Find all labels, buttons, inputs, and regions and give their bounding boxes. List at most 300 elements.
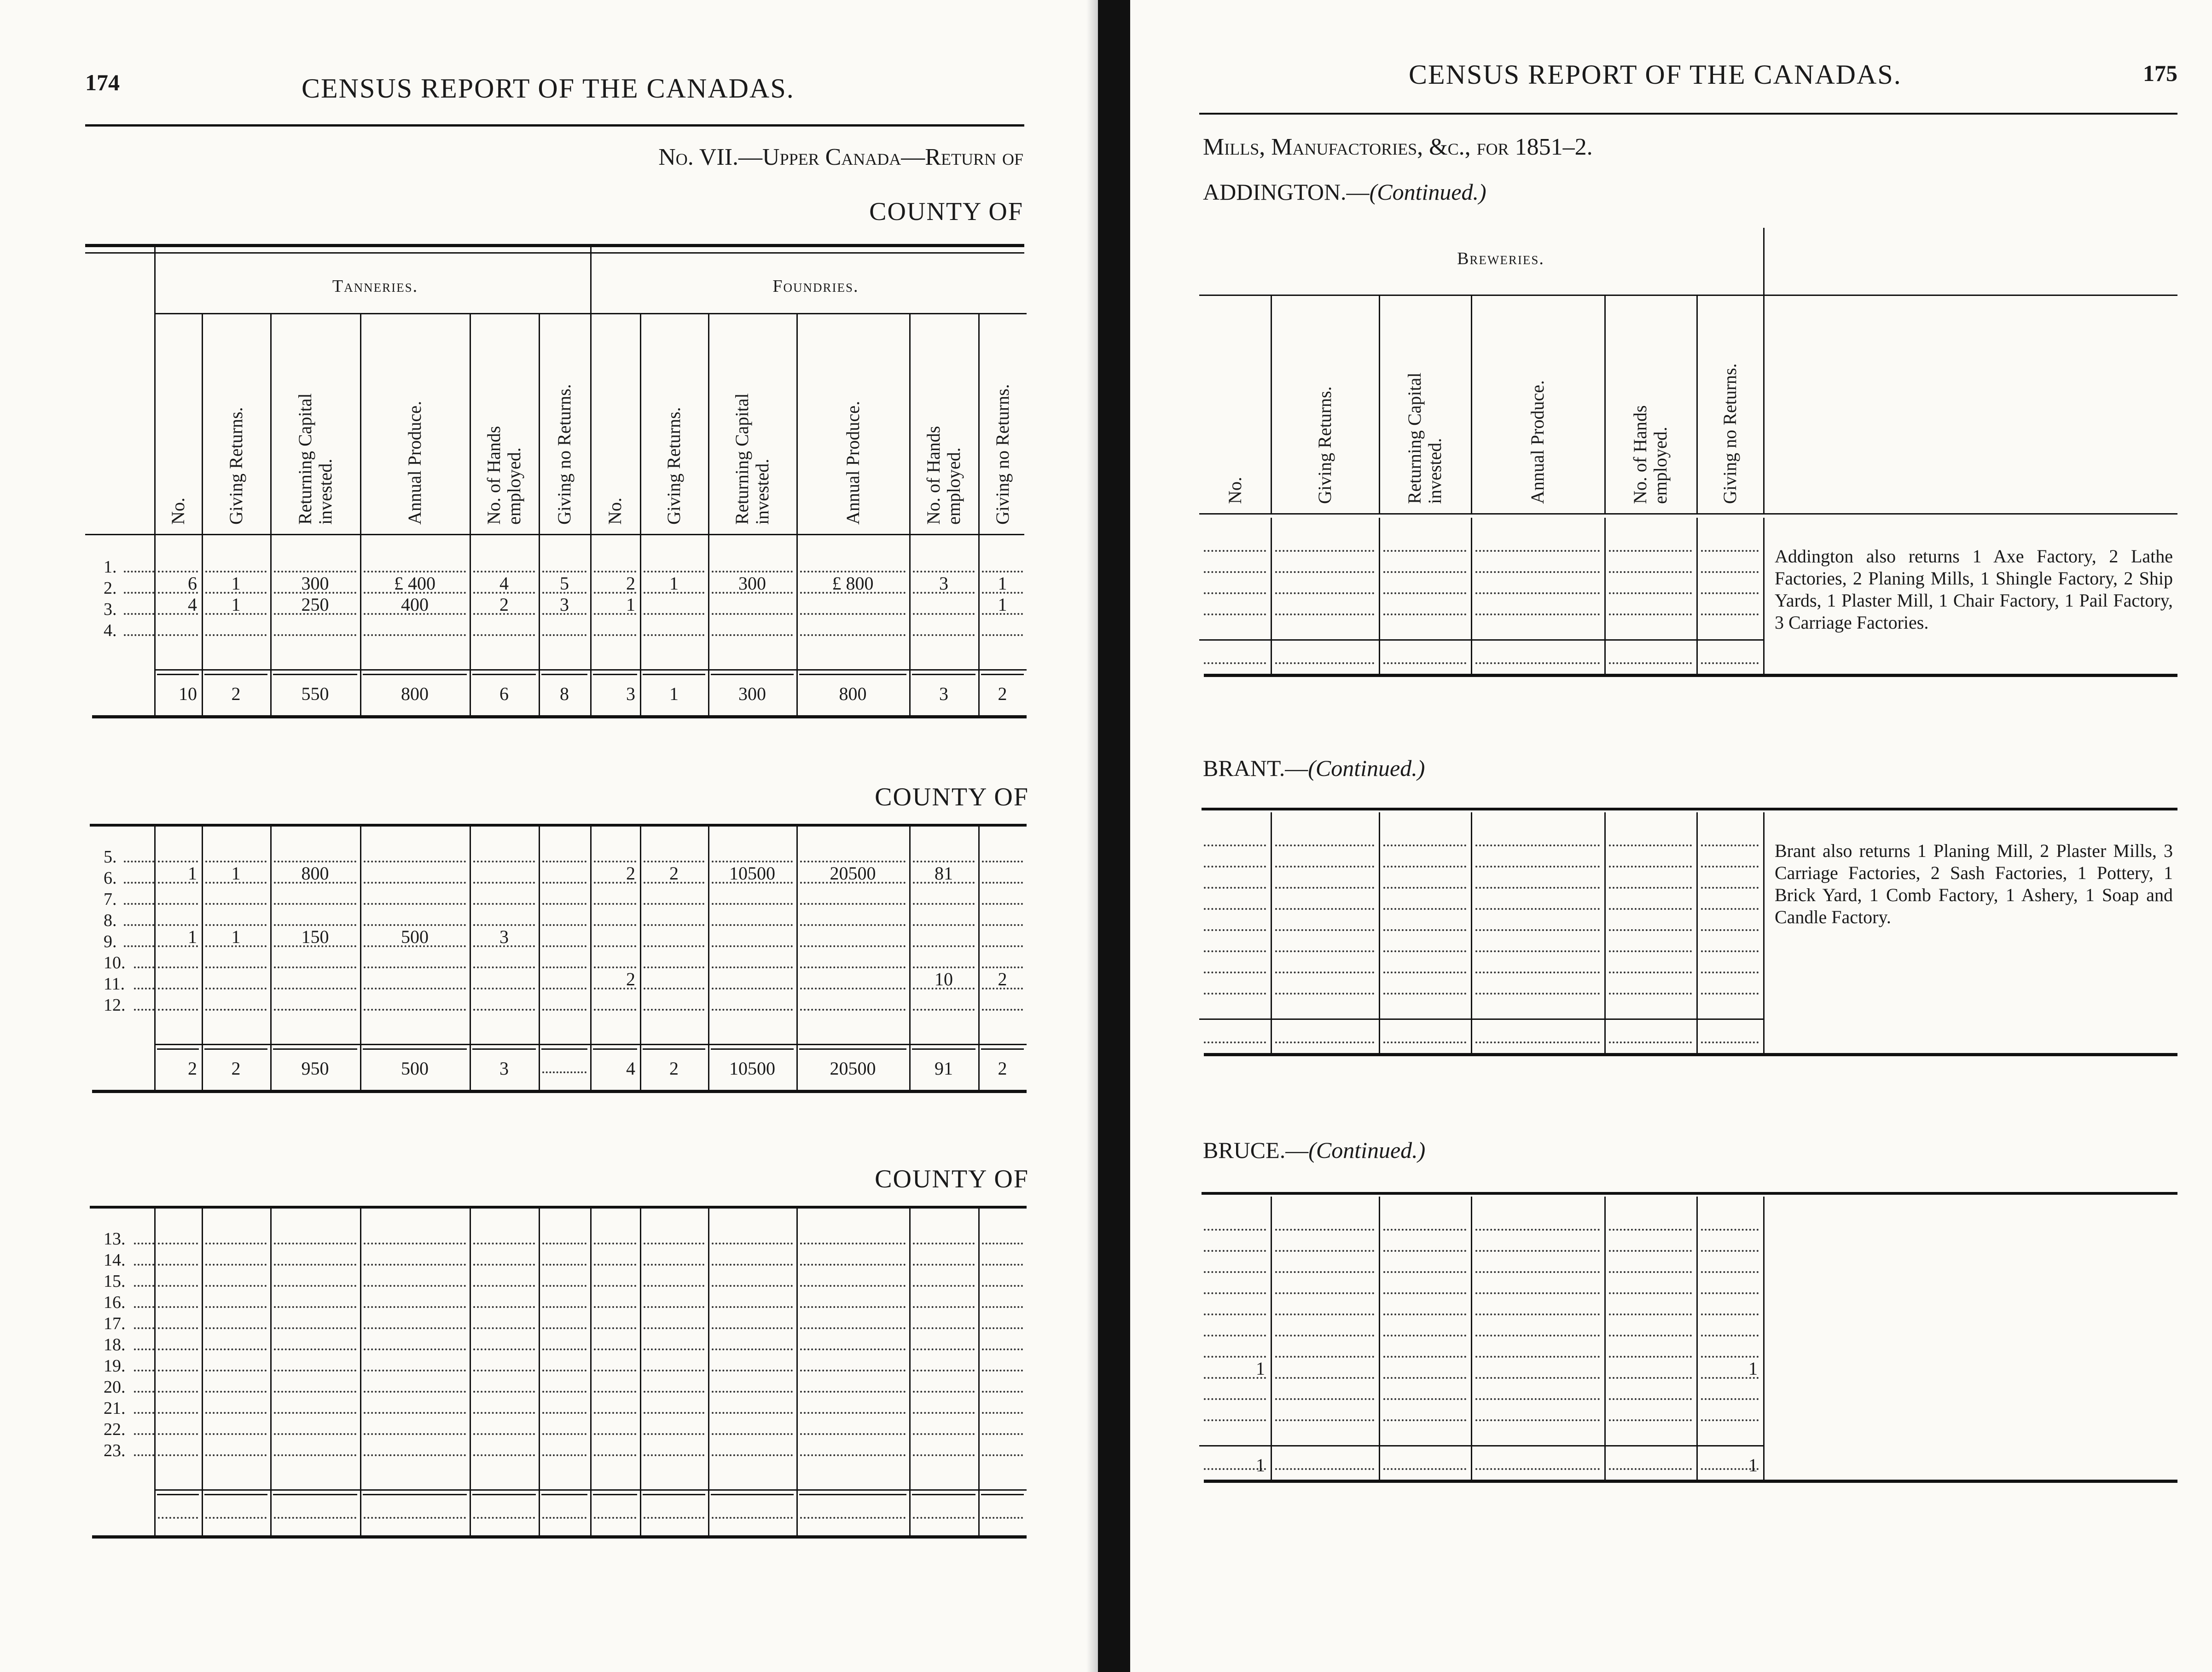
- row-leader: [134, 1285, 154, 1287]
- column-line: [154, 1206, 156, 1535]
- cell-leader: [1701, 613, 1759, 615]
- header-column-line: [796, 313, 798, 534]
- cell-leader: [205, 1243, 267, 1244]
- cell-leader: [1475, 1468, 1600, 1470]
- cell-leader: [913, 1327, 975, 1329]
- total-s1-f-2: 300: [738, 683, 766, 704]
- cell-leader: [1383, 845, 1466, 846]
- row-number: 7.: [104, 890, 117, 909]
- cell-leader: [644, 634, 704, 636]
- header-column-line: [154, 244, 156, 534]
- column-header-tanneries-3: Annual Produce.: [404, 401, 425, 525]
- cell-leader: [158, 1412, 198, 1414]
- total-underline: [593, 1494, 637, 1495]
- column-line: [590, 534, 592, 715]
- column-line: [360, 1206, 361, 1535]
- cell-leader: [712, 1348, 793, 1350]
- cell-leader: [1475, 662, 1600, 664]
- cell-leader: [800, 1370, 906, 1371]
- cell-leader: [542, 634, 586, 636]
- total-underline: [711, 1494, 794, 1495]
- header-column-line: [1271, 295, 1272, 513]
- row-number: 14.: [104, 1250, 126, 1270]
- cell-leader: [1475, 1271, 1600, 1273]
- cell-leader: [1475, 908, 1600, 910]
- cell-leader: [364, 988, 466, 989]
- row-leader: [124, 571, 154, 573]
- cell-leader: [1275, 1292, 1374, 1294]
- total-rule: [1199, 1018, 1763, 1020]
- cell-leader: [473, 988, 535, 989]
- cell-leader: [913, 1454, 975, 1456]
- cell-leader: [1204, 1250, 1266, 1252]
- bruce-top-rule: [1202, 1192, 2177, 1195]
- cell-leader: [982, 924, 1023, 926]
- cell-leader: [205, 1412, 267, 1414]
- column-header-tanneries-5: Giving no Returns.: [554, 384, 575, 525]
- cell-leader: [364, 1391, 466, 1393]
- header-bottom-rule: [1199, 513, 2177, 515]
- column-header-foundries-0: No.: [604, 498, 625, 525]
- cell-leader: [712, 1517, 793, 1519]
- cell-leader: [158, 988, 198, 989]
- cell-leader: [712, 966, 793, 968]
- column-header-foundries-2: Returning Capital invested.: [732, 393, 772, 525]
- cell-leader: [982, 1327, 1023, 1329]
- cell-leader: [913, 613, 975, 615]
- cell-leader: [913, 1009, 975, 1011]
- column-line: [708, 824, 709, 1090]
- cell-leader: [542, 924, 586, 926]
- cell-leader: [594, 1370, 636, 1371]
- row-number: 11.: [104, 974, 125, 994]
- cell-leader: [712, 924, 793, 926]
- row-leader: [124, 924, 154, 926]
- group-header-foundries: Foundries.: [772, 277, 859, 296]
- column-line: [360, 824, 361, 1090]
- cell-s1-f-0: 1: [626, 594, 635, 615]
- cell-leader: [712, 1243, 793, 1244]
- cell-leader: [364, 1009, 466, 1011]
- total-underline: [711, 674, 794, 675]
- cell-leader: [712, 1009, 793, 1011]
- header-column-line: [470, 313, 471, 534]
- bruce-total-no-returns: 1: [1748, 1455, 1758, 1475]
- cell-leader: [542, 1433, 586, 1435]
- cell-s2-t-3: 500: [401, 926, 429, 947]
- cell-leader: [1475, 1292, 1600, 1294]
- cell-leader: [644, 1243, 704, 1244]
- cell-s1-t-2: 300: [301, 573, 329, 594]
- cell-leader: [800, 1009, 906, 1011]
- county-label-1: COUNTY OF: [869, 197, 1023, 226]
- column-line: [909, 1206, 911, 1535]
- cell-leader: [800, 966, 906, 968]
- cell-leader: [913, 1517, 975, 1519]
- row-leader: [134, 1348, 154, 1350]
- cell-leader: [1383, 662, 1466, 664]
- cell-leader: [473, 882, 535, 884]
- total-underline: [981, 1494, 1024, 1495]
- total-underline: [799, 1494, 906, 1495]
- cell-leader: [644, 1285, 704, 1287]
- cell-leader: [1204, 1271, 1266, 1273]
- cell-leader: [1701, 1292, 1759, 1294]
- cell-leader: [800, 924, 906, 926]
- cell-leader: [913, 1264, 975, 1266]
- column-line: [1379, 518, 1380, 674]
- cell-leader: [644, 966, 704, 968]
- cell-leader: [712, 634, 793, 636]
- cell-leader: [274, 634, 356, 636]
- cell-s2-f-5: 2: [998, 969, 1007, 989]
- cell-leader: [205, 1327, 267, 1329]
- cell-leader: [542, 1412, 586, 1414]
- cell-leader: [1204, 1335, 1266, 1336]
- cell-s1-t-1: 1: [231, 594, 241, 615]
- cell-leader: [158, 1009, 198, 1011]
- cell-leader: [158, 1454, 198, 1456]
- cell-leader: [205, 634, 267, 636]
- column-line: [539, 1206, 540, 1535]
- cell-leader: [1609, 1335, 1692, 1336]
- cell-leader: [644, 613, 704, 615]
- column-line: [1604, 1197, 1606, 1480]
- cell-s2-f-4: 81: [935, 863, 953, 884]
- cell-leader: [1383, 1398, 1466, 1400]
- cell-leader: [1383, 1229, 1466, 1231]
- total-s1-t-0: 10: [179, 683, 197, 704]
- cell-s2-t-1: 1: [231, 926, 241, 947]
- cell-leader: [1701, 1419, 1759, 1421]
- cell-s1-t-5: 5: [560, 573, 569, 594]
- cell-s1-t-4: 2: [499, 594, 509, 615]
- cell-leader: [542, 1264, 586, 1266]
- column-header-breweries-3: Annual Produce.: [1527, 380, 1548, 504]
- page-number: 175: [2143, 60, 2177, 86]
- cell-s1-t-5: 3: [560, 594, 569, 615]
- column-line: [470, 534, 471, 715]
- cell-leader: [800, 1243, 906, 1244]
- cell-leader: [158, 1285, 198, 1287]
- cell-leader: [1204, 887, 1266, 889]
- cell-leader: [1701, 950, 1759, 952]
- header-column-line: [1604, 295, 1606, 513]
- total-underline: [912, 1048, 975, 1050]
- cell-leader: [1475, 929, 1600, 931]
- cell-leader: [644, 1264, 704, 1266]
- cell-leader: [1609, 972, 1692, 973]
- cell-leader: [542, 1306, 586, 1308]
- total-underline: [157, 1494, 199, 1495]
- cell-leader: [1383, 972, 1466, 973]
- cell-leader: [542, 966, 586, 968]
- cell-leader: [1383, 887, 1466, 889]
- cell-leader: [800, 634, 906, 636]
- cell-leader: [158, 966, 198, 968]
- header-column-line: [640, 313, 641, 534]
- right-page: [1130, 0, 2212, 1672]
- column-line: [978, 534, 980, 715]
- cell-leader: [712, 1454, 793, 1456]
- cell-leader: [982, 634, 1023, 636]
- cell-leader: [1204, 950, 1266, 952]
- total-underline: [204, 674, 267, 675]
- cell-leader: [1204, 1229, 1266, 1231]
- header-rule: [1199, 113, 2177, 115]
- cell-leader: [1204, 571, 1266, 573]
- header-column-line: [270, 313, 272, 534]
- cell-leader: [274, 903, 356, 905]
- row-leader: [134, 966, 154, 968]
- cell-leader: [1383, 571, 1466, 573]
- total-s2-t-0: 2: [188, 1058, 197, 1079]
- header-rule: [85, 124, 1024, 127]
- cell-leader: [542, 1517, 586, 1519]
- column-header-tanneries-4: No. of Hands employed.: [483, 426, 524, 525]
- column-line: [1471, 1197, 1472, 1480]
- cell-leader: [913, 924, 975, 926]
- cell-leader: [1701, 1398, 1759, 1400]
- cell-leader: [594, 1517, 636, 1519]
- cell-leader: [712, 1433, 793, 1435]
- cell-leader: [364, 1517, 466, 1519]
- cell-leader: [1204, 993, 1266, 995]
- cell-leader: [644, 988, 704, 989]
- row-leader: [124, 613, 154, 615]
- total-s1-f-0: 3: [626, 683, 635, 704]
- total-s2-t-4: 3: [499, 1058, 509, 1079]
- section-bottom-rule: [1204, 1480, 2177, 1483]
- cell-leader: [1475, 950, 1600, 952]
- row-number: 4.: [104, 621, 117, 640]
- bruce-no-returns: 1: [1748, 1358, 1758, 1379]
- cell-leader: [1475, 1229, 1600, 1231]
- total-rule: [1199, 639, 1763, 641]
- cell-leader: [800, 1348, 906, 1350]
- cell-leader: [1275, 1377, 1374, 1379]
- row-leader: [134, 1243, 154, 1244]
- cell-leader: [1609, 592, 1692, 594]
- cell-leader: [473, 1370, 535, 1371]
- cell-leader: [913, 903, 975, 905]
- total-underline: [981, 674, 1024, 675]
- cell-leader: [1475, 1419, 1600, 1421]
- cell-leader: [1475, 845, 1600, 846]
- cell-leader: [800, 613, 906, 615]
- cell-leader: [913, 1412, 975, 1414]
- cell-leader: [1383, 1250, 1466, 1252]
- cell-leader: [1701, 1250, 1759, 1252]
- row-number: 5.: [104, 847, 117, 867]
- group-rule: [1199, 295, 2177, 296]
- total-underline: [912, 1494, 975, 1495]
- running-head: CENSUS REPORT OF THE CANADAS.: [302, 73, 795, 104]
- cell-leader: [542, 1391, 586, 1393]
- cell-leader: [1275, 613, 1374, 615]
- cell-s2-t-2: 800: [301, 863, 329, 884]
- cell-leader: [644, 1517, 704, 1519]
- total-underline: [541, 1048, 587, 1050]
- cell-leader: [982, 1264, 1023, 1266]
- table-top-rule-thin: [85, 252, 1024, 254]
- column-line: [1696, 1197, 1698, 1480]
- cell-leader: [205, 903, 267, 905]
- cell-leader: [1204, 908, 1266, 910]
- section-bottom-rule: [92, 715, 1027, 718]
- cell-leader: [1383, 550, 1466, 552]
- column-line: [1271, 518, 1272, 674]
- cell-leader: [1204, 613, 1266, 615]
- cell-leader: [158, 1517, 198, 1519]
- row-leader: [134, 1412, 154, 1414]
- cell-leader: [1204, 1292, 1266, 1294]
- total-s2-t-1: 2: [231, 1058, 241, 1079]
- cell-leader: [1275, 993, 1374, 995]
- total-underline: [711, 1048, 794, 1050]
- cell-leader: [1609, 1419, 1692, 1421]
- row-number: 21.: [104, 1399, 126, 1418]
- cell-leader: [1701, 1229, 1759, 1231]
- cell-leader: [1701, 993, 1759, 995]
- cell-leader: [1275, 950, 1374, 952]
- cell-leader: [1701, 929, 1759, 931]
- total-s2-f-3: 20500: [830, 1058, 876, 1079]
- cell-leader: [982, 1433, 1023, 1435]
- total-underline: [204, 1048, 267, 1050]
- column-line: [978, 824, 980, 1090]
- cell-s1-t-3: 400: [401, 594, 429, 615]
- cell-leader: [274, 1306, 356, 1308]
- row-leader: [124, 945, 154, 947]
- cell-s2-t-0: 1: [188, 863, 197, 884]
- cell-leader: [1609, 887, 1692, 889]
- cell-leader: [982, 1370, 1023, 1371]
- cell-leader: [158, 634, 198, 636]
- cell-leader: [1204, 866, 1266, 868]
- cell-leader: [473, 1327, 535, 1329]
- cell-leader: [712, 1370, 793, 1371]
- cell-leader: [1275, 1313, 1374, 1315]
- cell-leader: [1204, 592, 1266, 594]
- cell-leader: [913, 1370, 975, 1371]
- cell-leader: [1275, 1271, 1374, 1273]
- cell-s2-t-1: 1: [231, 863, 241, 884]
- table-top-rule: [85, 244, 1024, 247]
- cell-leader: [1475, 1377, 1600, 1379]
- cell-leader: [473, 634, 535, 636]
- cell-leader: [364, 634, 466, 636]
- row-number: 12.: [104, 995, 126, 1015]
- row-number: 2.: [104, 579, 117, 598]
- column-line: [590, 1206, 592, 1535]
- column-line: [154, 824, 156, 1090]
- cell-leader: [1383, 866, 1466, 868]
- cell-leader: [800, 1327, 906, 1329]
- cell-leader: [1701, 908, 1759, 910]
- cell-leader: [205, 1454, 267, 1456]
- cell-leader: [1275, 550, 1374, 552]
- cell-leader: [274, 1264, 356, 1266]
- row-leader: [134, 1327, 154, 1329]
- row-number: 15.: [104, 1272, 126, 1291]
- cell-s1-f-5: 1: [998, 594, 1007, 615]
- group-header-tanneries: Tanneries.: [332, 277, 418, 296]
- total-s2-f-2: 10500: [729, 1058, 775, 1079]
- total-underline: [593, 674, 637, 675]
- cell-leader: [473, 966, 535, 968]
- section-bottom-rule: [1204, 674, 2177, 677]
- cell-leader: [473, 1264, 535, 1266]
- cell-leader: [1383, 592, 1466, 594]
- cell-leader: [1383, 1419, 1466, 1421]
- cell-leader: [982, 882, 1023, 884]
- cell-leader: [644, 1412, 704, 1414]
- cell-leader: [594, 1412, 636, 1414]
- cell-leader: [1475, 592, 1600, 594]
- cell-leader: [473, 1009, 535, 1011]
- cell-leader: [644, 1433, 704, 1435]
- total-underline: [472, 674, 536, 675]
- cell-leader: [800, 945, 906, 947]
- total-underline: [541, 674, 587, 675]
- cell-leader: [205, 1348, 267, 1350]
- cell-leader: [982, 1391, 1023, 1393]
- row-leader: [134, 1454, 154, 1456]
- row-leader: [134, 1306, 154, 1308]
- cell-leader: [913, 1348, 975, 1350]
- cell-leader: [800, 1433, 906, 1435]
- row-leader: [134, 1264, 154, 1266]
- cell-leader: [274, 988, 356, 989]
- cell-leader: [542, 988, 586, 989]
- cell-s1-t-0: 4: [188, 594, 197, 615]
- row-leader: [124, 903, 154, 905]
- cell-leader: [158, 1264, 198, 1266]
- column-line: [1379, 1197, 1380, 1480]
- cell-s1-t-2: 250: [301, 594, 329, 615]
- cell-leader: [1609, 1292, 1692, 1294]
- cell-leader: [1204, 1041, 1266, 1043]
- cell-leader: [542, 1454, 586, 1456]
- cell-leader: [1275, 1419, 1374, 1421]
- total-s1-t-3: 800: [401, 683, 429, 704]
- cell-leader: [158, 1306, 198, 1308]
- total-s1-t-4: 6: [499, 683, 509, 704]
- total-underline: [541, 1494, 587, 1495]
- cell-leader: [1701, 592, 1759, 594]
- cell-leader: [364, 1454, 466, 1456]
- cell-leader: [542, 945, 586, 947]
- cell-leader: [1275, 1250, 1374, 1252]
- cell-leader: [1475, 550, 1600, 552]
- cell-leader: [913, 1391, 975, 1393]
- cell-leader: [205, 1370, 267, 1371]
- column-line: [1379, 812, 1380, 1053]
- cell-leader: [1609, 613, 1692, 615]
- cell-leader: [712, 1327, 793, 1329]
- column-line: [270, 824, 272, 1090]
- section-title-bruce: BRUCE.—(Continued.): [1203, 1137, 1426, 1163]
- column-line: [796, 1206, 798, 1535]
- cell-leader: [913, 1243, 975, 1244]
- cell-leader: [1204, 1419, 1266, 1421]
- page-number: 174: [85, 69, 120, 95]
- cell-leader: [1701, 550, 1759, 552]
- cell-leader: [1475, 866, 1600, 868]
- cell-s2-f-3: 20500: [830, 863, 876, 884]
- column-header-tanneries-2: Returning Capital invested.: [294, 393, 336, 525]
